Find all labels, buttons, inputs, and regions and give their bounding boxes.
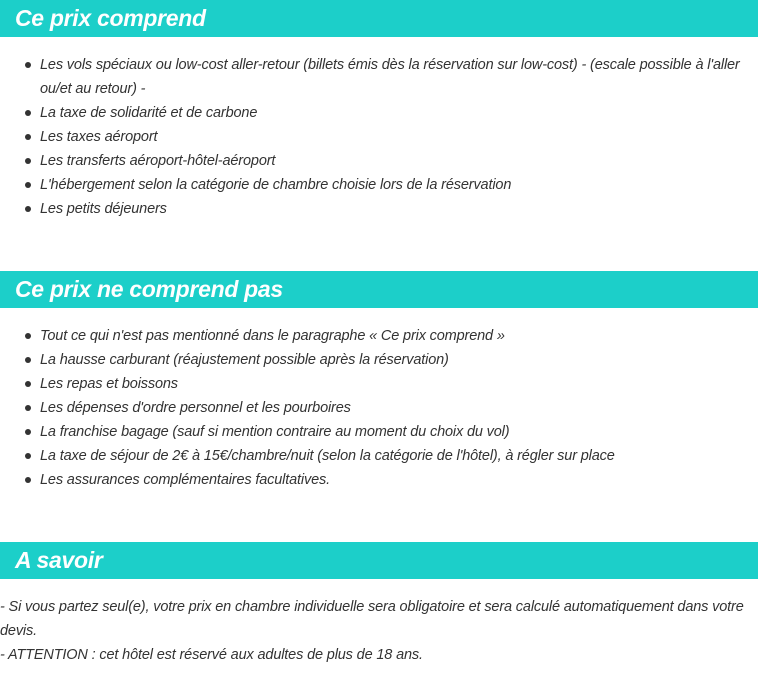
list-item [0, 197, 758, 221]
list-item-text: Les dépenses d'ordre personnel et les pourboires [40, 400, 351, 416]
bullet-icon [25, 182, 31, 188]
list-item [0, 324, 758, 348]
bullet-icon [25, 357, 31, 363]
bullet-icon [25, 477, 31, 483]
bullet-icon [25, 333, 31, 339]
excluded-list [0, 324, 758, 492]
list-item-text: La hausse carburant (réajustement possible après la réservation) [40, 352, 449, 368]
list-item [0, 53, 758, 101]
bullet-icon [25, 453, 31, 459]
list-item-text: La taxe de solidarité et de carbone [40, 105, 258, 121]
list-item-text: La franchise bagage (sauf si mention contraire au moment du choix du vol) [40, 424, 510, 440]
list-item-text: La taxe de séjour de 2€ à 15€/chambre/nuit (selon la catégorie de l'hôtel), à régler sur place [40, 448, 615, 464]
list-item [0, 468, 758, 492]
section-header-a-savoir: A savoir [0, 542, 758, 579]
bullet-icon [25, 62, 31, 68]
bullet-icon [25, 206, 31, 212]
note-adults-only: - ATTENTION : cet hôtel est réservé aux adultes de plus de 18 ans. [0, 647, 423, 663]
list-item-text: Les repas et boissons [40, 376, 178, 392]
list-item [0, 125, 758, 149]
section-header-ce-prix-ne-comprend-pas: Ce prix ne comprend pas [0, 271, 758, 308]
bullet-icon [25, 134, 31, 140]
bullet-icon [25, 429, 31, 435]
included-list [0, 53, 758, 221]
list-item-text: Les transferts aéroport-hôtel-aéroport [40, 153, 276, 169]
bullet-icon [25, 381, 31, 387]
list-item-text: L'hébergement selon la catégorie de chambre choisie lors de la réservation [40, 177, 512, 193]
list-item [0, 348, 758, 372]
list-item-text: Les vols spéciaux ou low-cost aller-retour (billets émis dès la réservation sur low-cost) - (escale possible à l'aller ou/et au retour) - [40, 57, 740, 97]
note-single-room: - Si vous partez seul(e), votre prix en chambre individuelle sera obligatoire et sera calculé automatiquement dans votre devis. [0, 599, 744, 639]
list-item [0, 173, 758, 197]
list-item [0, 420, 758, 444]
list-item [0, 444, 758, 468]
bullet-icon [25, 405, 31, 411]
section-header-ce-prix-comprend: Ce prix comprend [0, 0, 758, 37]
list-item [0, 101, 758, 125]
list-item-text: Les petits déjeuners [40, 201, 167, 217]
list-item [0, 149, 758, 173]
bullet-icon [25, 110, 31, 116]
list-item-text: Tout ce qui n'est pas mentionné dans le paragraphe « Ce prix comprend » [40, 328, 505, 344]
bullet-icon [25, 158, 31, 164]
list-item-text: Les taxes aéroport [40, 129, 158, 145]
list-item [0, 396, 758, 420]
list-item-text: Les assurances complémentaires facultatives. [40, 472, 330, 488]
list-item [0, 372, 758, 396]
